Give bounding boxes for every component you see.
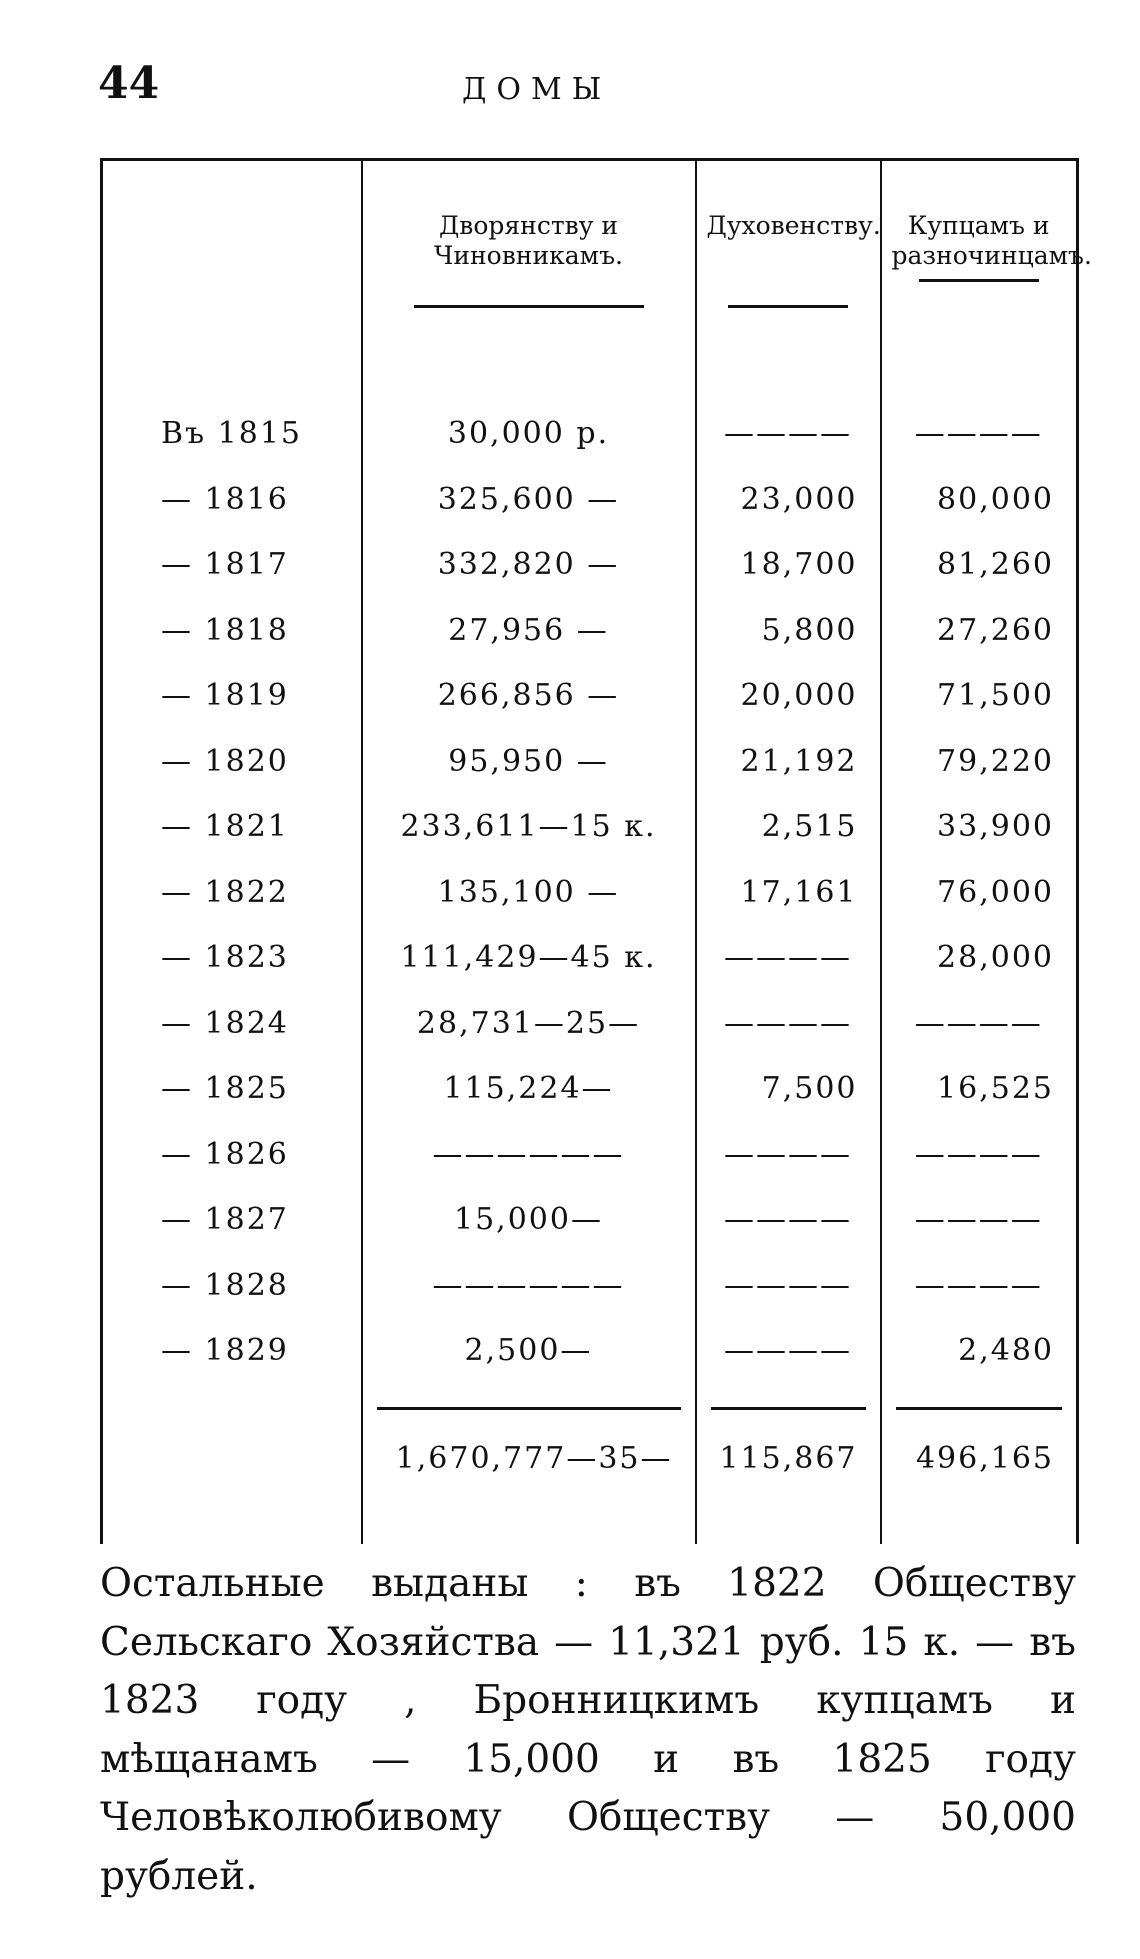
merchants-cell: 27,260 [881,598,1078,664]
year-cell: — 1823 [102,925,362,991]
merchants-cell: 16,525 [881,1056,1078,1122]
clergy-cell: ———— [696,991,881,1057]
sum-rule [377,1407,681,1410]
clergy-cell: ———— [696,401,881,467]
clergy-cell: ———— [696,1122,881,1188]
total-nobility-cell: 1,670,777—35— [362,1414,696,1504]
year-cell: — 1829 [102,1318,362,1384]
merchants-cell: ———— [881,1253,1078,1319]
clergy-cell: 18,700 [696,532,881,598]
year-cell: — 1822 [102,860,362,926]
empty-cell [102,1414,362,1504]
totals-row [102,1414,1078,1504]
merchants-cell: ———— [881,1122,1078,1188]
table-row [102,1122,1078,1188]
empty-cell [696,1504,881,1544]
total-clergy-cell: 115,867 [696,1414,881,1504]
merchants-cell: 76,000 [881,860,1078,926]
clergy-cell: ———— [696,1318,881,1384]
header-underline [728,305,848,308]
nobility-cell: 27,956 — [362,598,696,664]
year-cell: — 1816 [102,467,362,533]
clergy-cell: 7,500 [696,1056,881,1122]
loans-table [100,158,1092,1544]
table-row [102,401,1078,467]
empty-cell [362,1504,696,1544]
empty-cell [102,1504,362,1544]
table-row [102,925,1078,991]
empty-cell [881,1504,1078,1544]
clergy-cell: 23,000 [696,467,881,533]
table-row [102,663,1078,729]
nobility-cell: 15,000— [362,1187,696,1253]
running-head: ДОМЫ [462,72,612,107]
year-cell: — 1821 [102,794,362,860]
nobility-cell: —————— [362,1253,696,1319]
nobility-cell: 115,224— [362,1056,696,1122]
merchants-cell: 28,000 [881,925,1078,991]
table-row [102,1253,1078,1319]
sum-rule-cell [881,1384,1078,1414]
table-row [102,598,1078,664]
table-row [102,860,1078,926]
header-underline [414,305,644,308]
clergy-cell: 2,515 [696,794,881,860]
year-cell: — 1819 [102,663,362,729]
merchants-cell: ———— [881,1187,1078,1253]
table-row [102,1318,1078,1384]
table-row [102,794,1078,860]
body-paragraph: Остальные выданы : въ 1822 Обществу Сельскаго Хозяйства — 11,321 руб. 15 к. — въ 1823 году , Бронницкимъ купцамъ и мѣщанамъ — 15,000 и въ 1825 году Человѣколюбивому Обществу — 50,000 рублей. [100,1561,1076,1899]
nobility-cell: 266,856 — [362,663,696,729]
table-row [102,1187,1078,1253]
year-cell: — 1824 [102,991,362,1057]
nobility-cell: 111,429—45 к. [362,925,696,991]
clergy-cell: ———— [696,925,881,991]
sum-rule [896,1407,1063,1410]
table-row [102,467,1078,533]
clergy-cell: 21,192 [696,729,881,795]
clergy-cell: 17,161 [696,860,881,926]
merchants-cell: 33,900 [881,794,1078,860]
clergy-cell: 5,800 [696,598,881,664]
year-cell: — 1828 [102,1253,362,1319]
clergy-cell: ———— [696,1187,881,1253]
year-cell: — 1826 [102,1122,362,1188]
clergy-cell: ———— [696,1253,881,1319]
total-merchants-cell: 496,165 [881,1414,1078,1504]
nobility-cell: 233,611—15 к. [362,794,696,860]
sum-rule-cell [696,1384,881,1414]
nobility-cell: 135,100 — [362,860,696,926]
column-header-year [102,160,362,402]
merchants-cell: 80,000 [881,467,1078,533]
merchants-cell: ———— [881,991,1078,1057]
table-row [102,991,1078,1057]
merchants-cell: 2,480 [881,1318,1078,1384]
page-number: 44 [98,58,160,109]
column-header-nobility: Дворянству и Чиновникамъ. [362,160,696,402]
nobility-cell: 332,820 — [362,532,696,598]
sum-rule-row [102,1384,1078,1414]
nobility-cell: 30,000 р. [362,401,696,467]
table-tail-row [102,1504,1078,1544]
sum-rule [711,1407,866,1410]
year-cell: Въ 1815 [102,401,362,467]
clergy-cell: 20,000 [696,663,881,729]
nobility-cell: 325,600 — [362,467,696,533]
year-cell: — 1818 [102,598,362,664]
sum-rule-cell [362,1384,696,1414]
nobility-cell: 28,731—25— [362,991,696,1057]
merchants-cell: 81,260 [881,532,1078,598]
merchants-cell: ———— [881,401,1078,467]
table-row [102,729,1078,795]
year-cell: — 1817 [102,532,362,598]
empty-cell [102,1384,362,1414]
year-cell: — 1825 [102,1056,362,1122]
table-row [102,1056,1078,1122]
loans-table-container [100,158,1092,1503]
nobility-cell: 95,950 — [362,729,696,795]
table-header-row [102,160,1078,402]
year-cell: — 1820 [102,729,362,795]
year-cell: — 1827 [102,1187,362,1253]
merchants-cell: 79,220 [881,729,1078,795]
merchants-cell: 71,500 [881,663,1078,729]
column-header-clergy: Духовенству. [696,160,881,402]
nobility-cell: 2,500— [362,1318,696,1384]
header-underline [919,279,1039,282]
column-header-merchants: Купцамъ и разночинцамъ. [881,160,1078,402]
nobility-cell: —————— [362,1122,696,1188]
table-row [102,532,1078,598]
